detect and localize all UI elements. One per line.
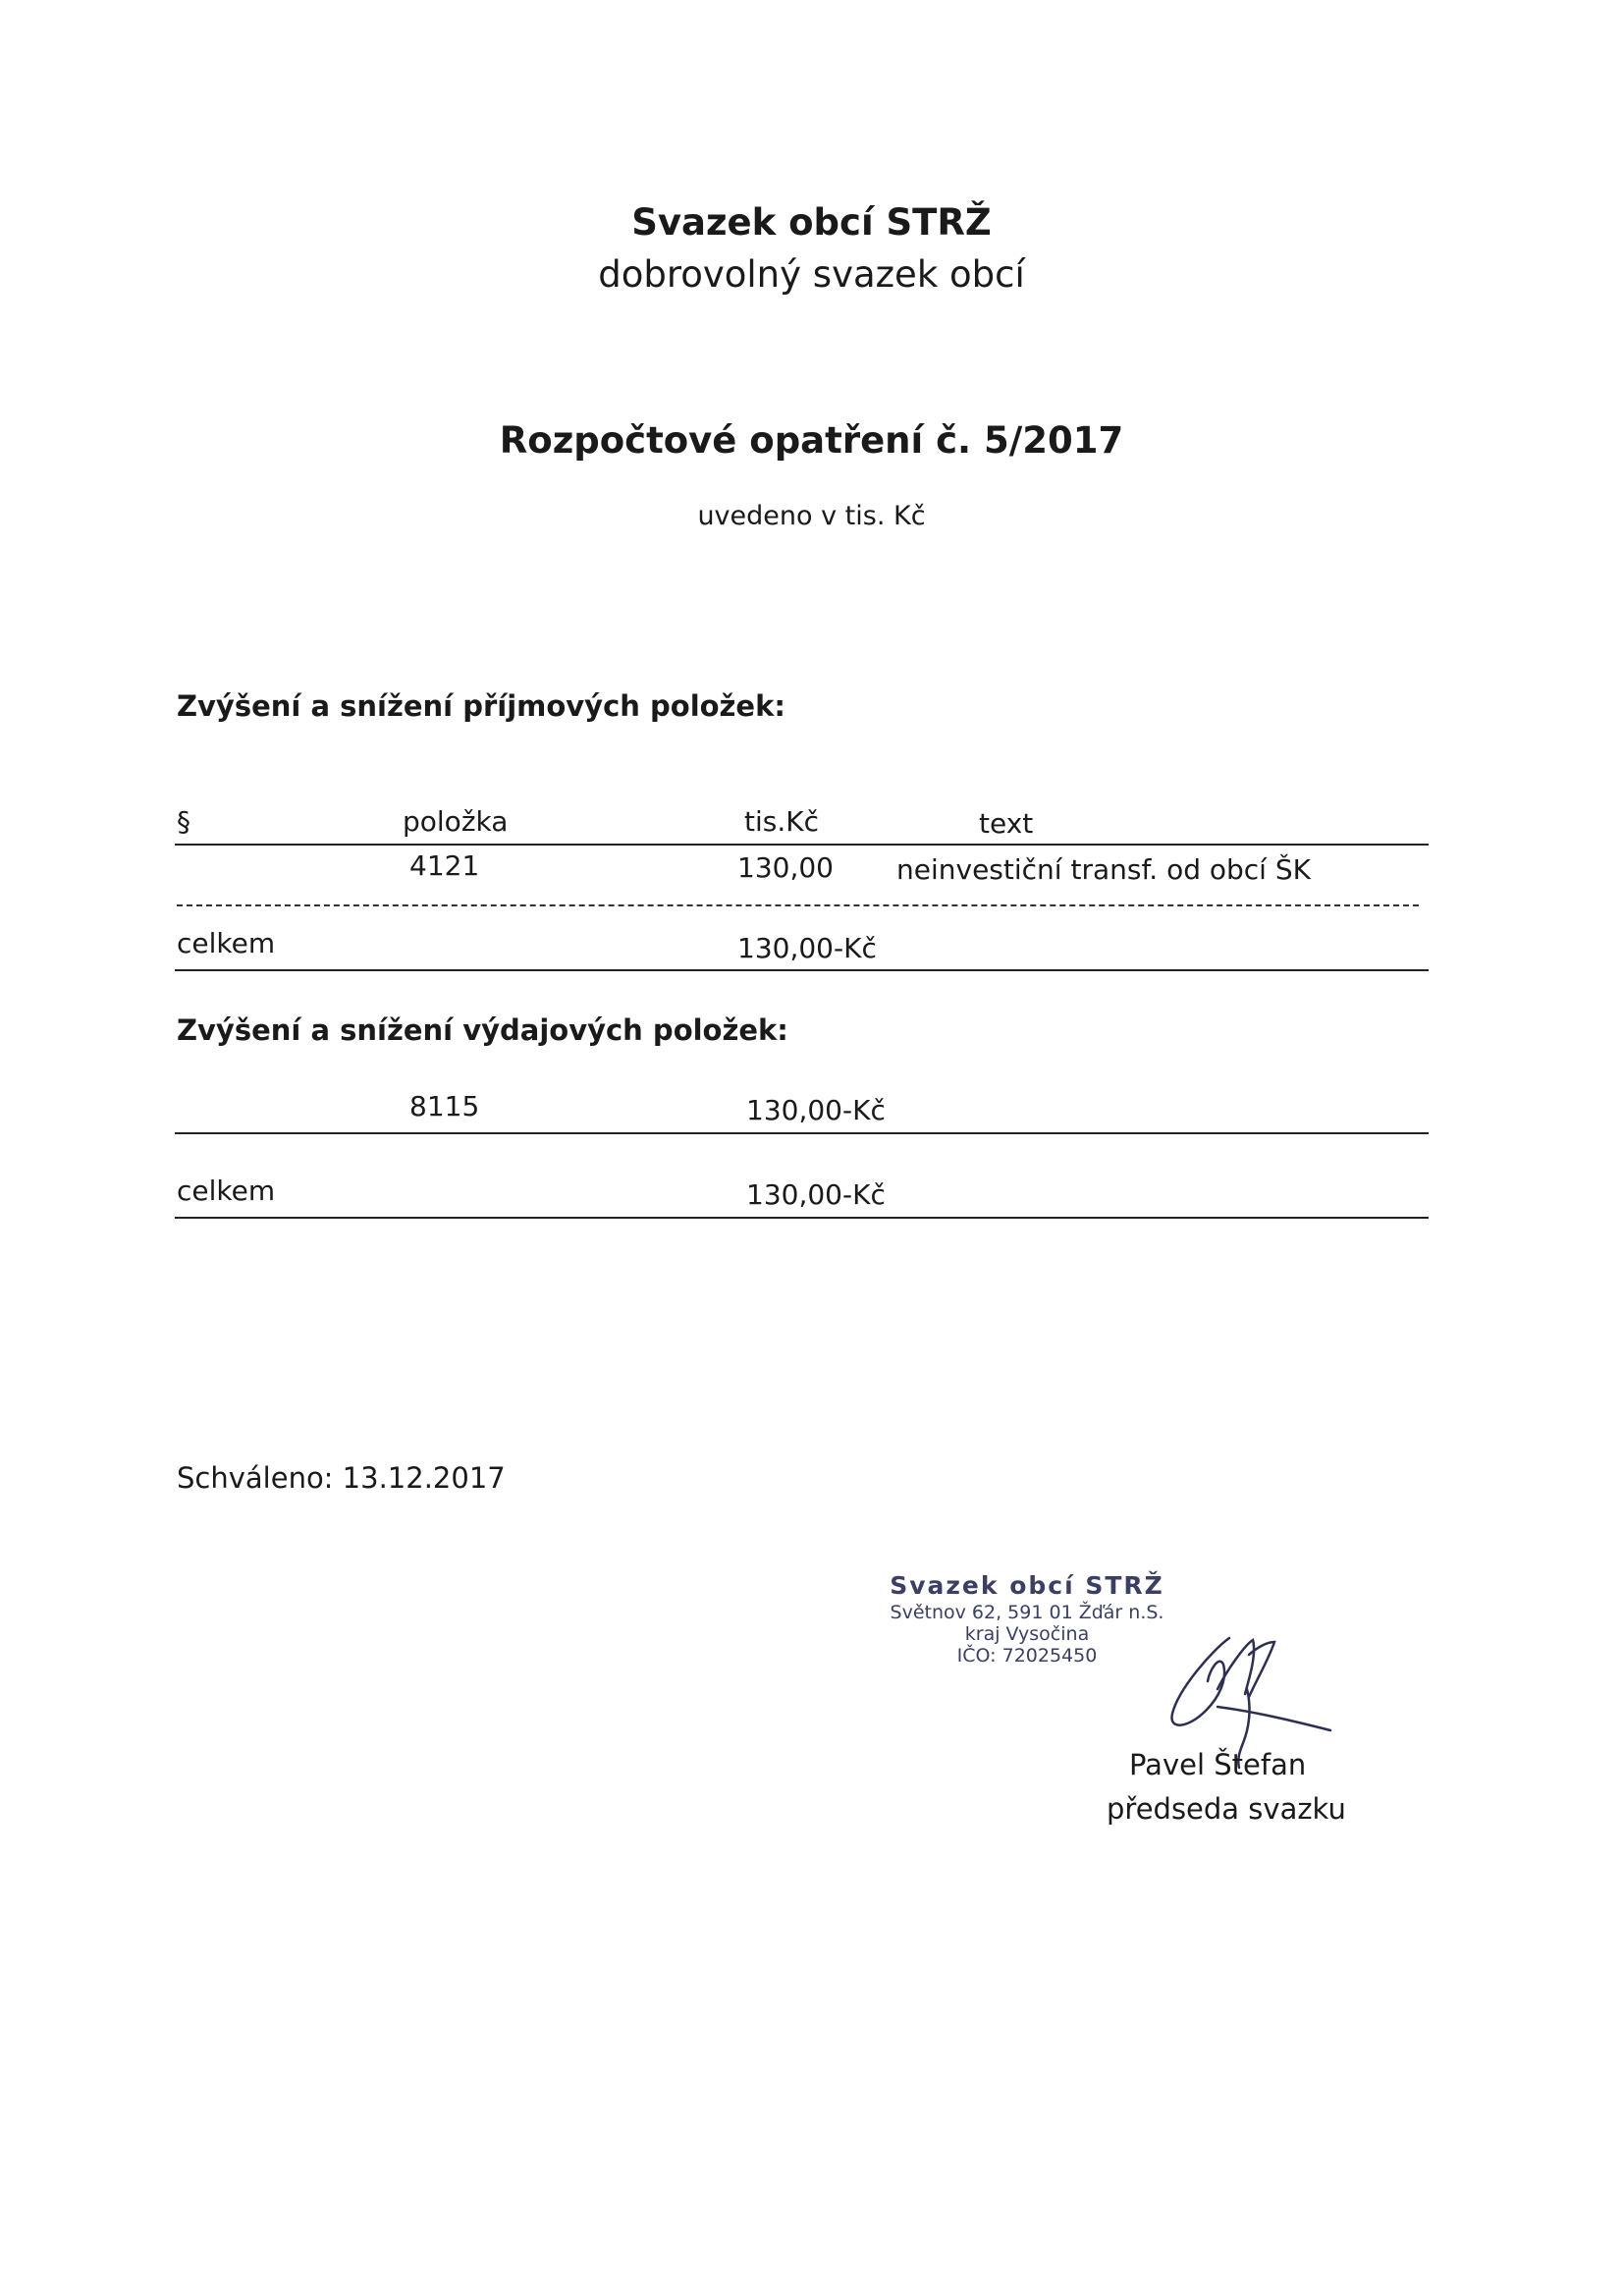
org-type: dobrovolný svazek obcí: [598, 253, 1025, 296]
expense-row-amount: 130,00-Kč: [746, 1094, 886, 1126]
stamp-line-address: Světnov 62, 591 01 Žďár n.S.: [890, 1602, 1164, 1623]
stamp-line-ico: IČO: 72025450: [956, 1645, 1098, 1667]
expense-row-underline: [175, 1132, 1429, 1134]
org-name: Svazek obcí STRŽ: [631, 201, 992, 244]
column-header-text: text: [979, 807, 1034, 840]
income-row-text: neinvestiční transf. od obcí ŠK: [896, 853, 1311, 886]
signatory-name: Pavel Štefan: [1129, 1748, 1307, 1781]
expense-total-underline: [175, 1217, 1429, 1219]
column-header-amount: tis.Kč: [744, 805, 820, 838]
stamp-line-region: kraj Vysočina: [964, 1623, 1090, 1645]
income-row-amount: 130,00: [737, 851, 834, 884]
income-heading: Zvýšení a snížení příjmových položek:: [177, 689, 785, 723]
signatory-role: předseda svazku: [1107, 1792, 1346, 1826]
document-subtitle: uvedeno v tis. Kč: [697, 501, 926, 531]
column-header-paragraph: §: [177, 805, 190, 838]
income-total-underline: [175, 969, 1429, 971]
dashed-separator: [177, 904, 1419, 906]
expense-total-label: celkem: [177, 1175, 276, 1207]
expense-heading: Zvýšení a snížení výdajových položek:: [177, 1013, 788, 1047]
document-title: Rozpočtové opatření č. 5/2017: [499, 419, 1124, 462]
income-total-amount: 130,00-Kč: [737, 932, 877, 964]
expense-total-amount: 130,00-Kč: [746, 1178, 886, 1211]
column-header-item: položka: [403, 805, 509, 838]
organization-stamp: [880, 1571, 1174, 1667]
income-row-item: 4121: [409, 849, 480, 882]
header-underline: [175, 844, 1429, 846]
stamp-line-name: Svazek obcí STRŽ: [890, 1571, 1164, 1600]
income-total-label: celkem: [177, 927, 276, 959]
approval-date: Schváleno: 13.12.2017: [177, 1461, 506, 1495]
expense-row-item: 8115: [409, 1090, 480, 1122]
